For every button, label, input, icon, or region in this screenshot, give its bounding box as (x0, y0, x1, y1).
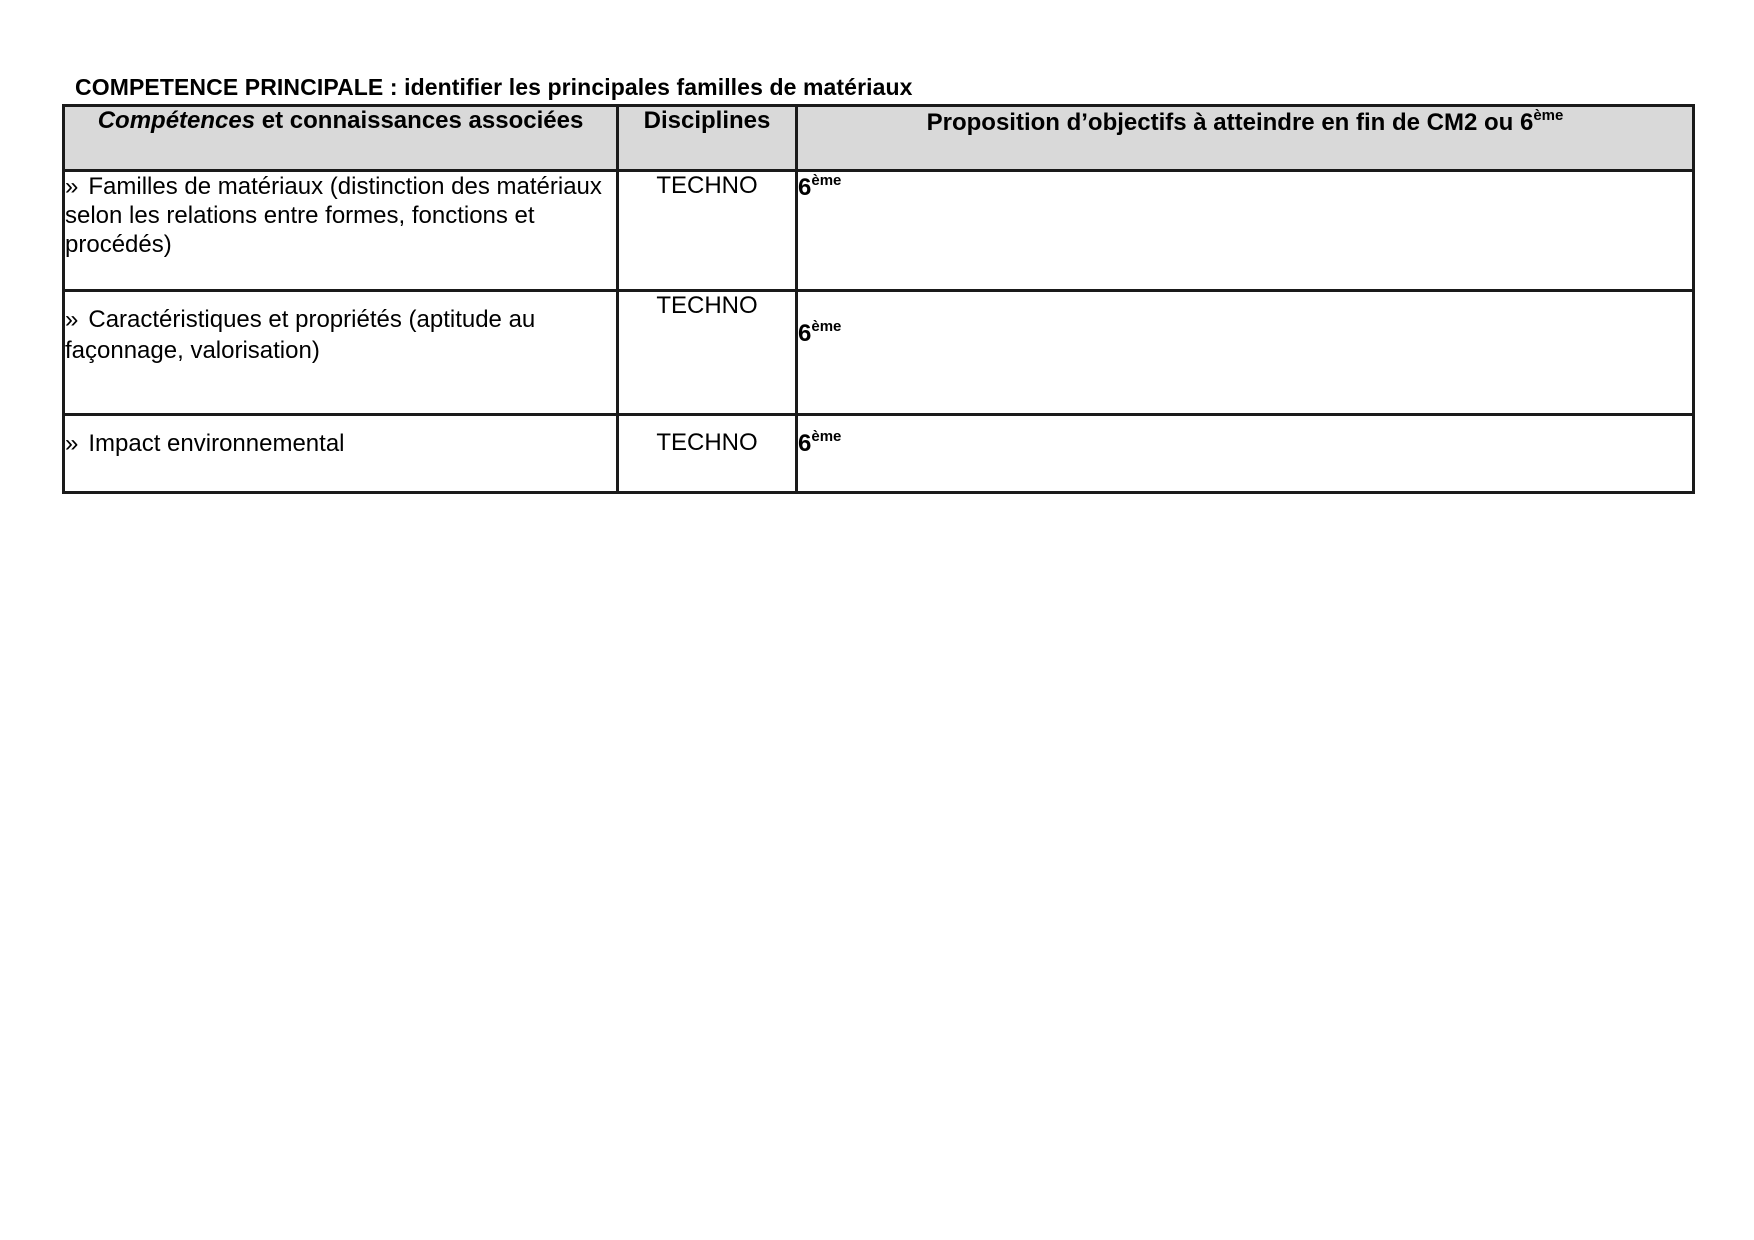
discipline-cell: TECHNO (618, 415, 797, 493)
objectif-sup: ème (811, 172, 842, 189)
competence-text: Familles de matériaux (distinction des matériaux selon les relations entre formes, fonctions et procédés) (65, 173, 602, 258)
table-header-row (64, 106, 1694, 171)
discipline-cell: TECHNO (618, 171, 797, 291)
competence-cell (64, 291, 618, 415)
table-row (64, 171, 1694, 291)
bullet-mark: » (65, 173, 79, 200)
competence-cell (64, 415, 618, 493)
objectif-sup: ème (811, 318, 842, 335)
objectif-sup: ème (811, 428, 842, 445)
discipline-cell: TECHNO (618, 291, 797, 415)
objectif-text: 6 (798, 174, 812, 201)
header-competences (64, 106, 618, 171)
bullet-mark: » (65, 306, 79, 333)
header-competences-italic: Compétences (97, 107, 256, 134)
page-title: COMPETENCE PRINCIPALE : identifier les principales familles de matériaux (75, 74, 913, 100)
competence-text: Caractéristiques et propriétés (aptitude au façonnage, valorisation) (65, 306, 536, 364)
competence-cell (64, 171, 618, 291)
header-objectifs-text: Proposition d’objectifs à atteindre en fin de CM2 ou 6 (926, 109, 1534, 136)
objectif-text: 6 (798, 320, 812, 347)
header-objectifs-sup: ème (1533, 107, 1564, 124)
header-disciplines: Disciplines (618, 106, 797, 171)
objectif-text: 6 (798, 430, 812, 457)
objectif-cell (797, 171, 1694, 291)
objectif-cell (797, 415, 1694, 493)
header-objectifs (797, 106, 1694, 171)
objectif-cell (797, 291, 1694, 415)
header-competences-rest: et connaissances associées (255, 107, 584, 134)
competence-text: Impact environnemental (88, 430, 345, 457)
table-row (64, 291, 1694, 415)
competence-table (62, 104, 1695, 494)
table-row (64, 415, 1694, 493)
bullet-mark: » (65, 430, 79, 457)
